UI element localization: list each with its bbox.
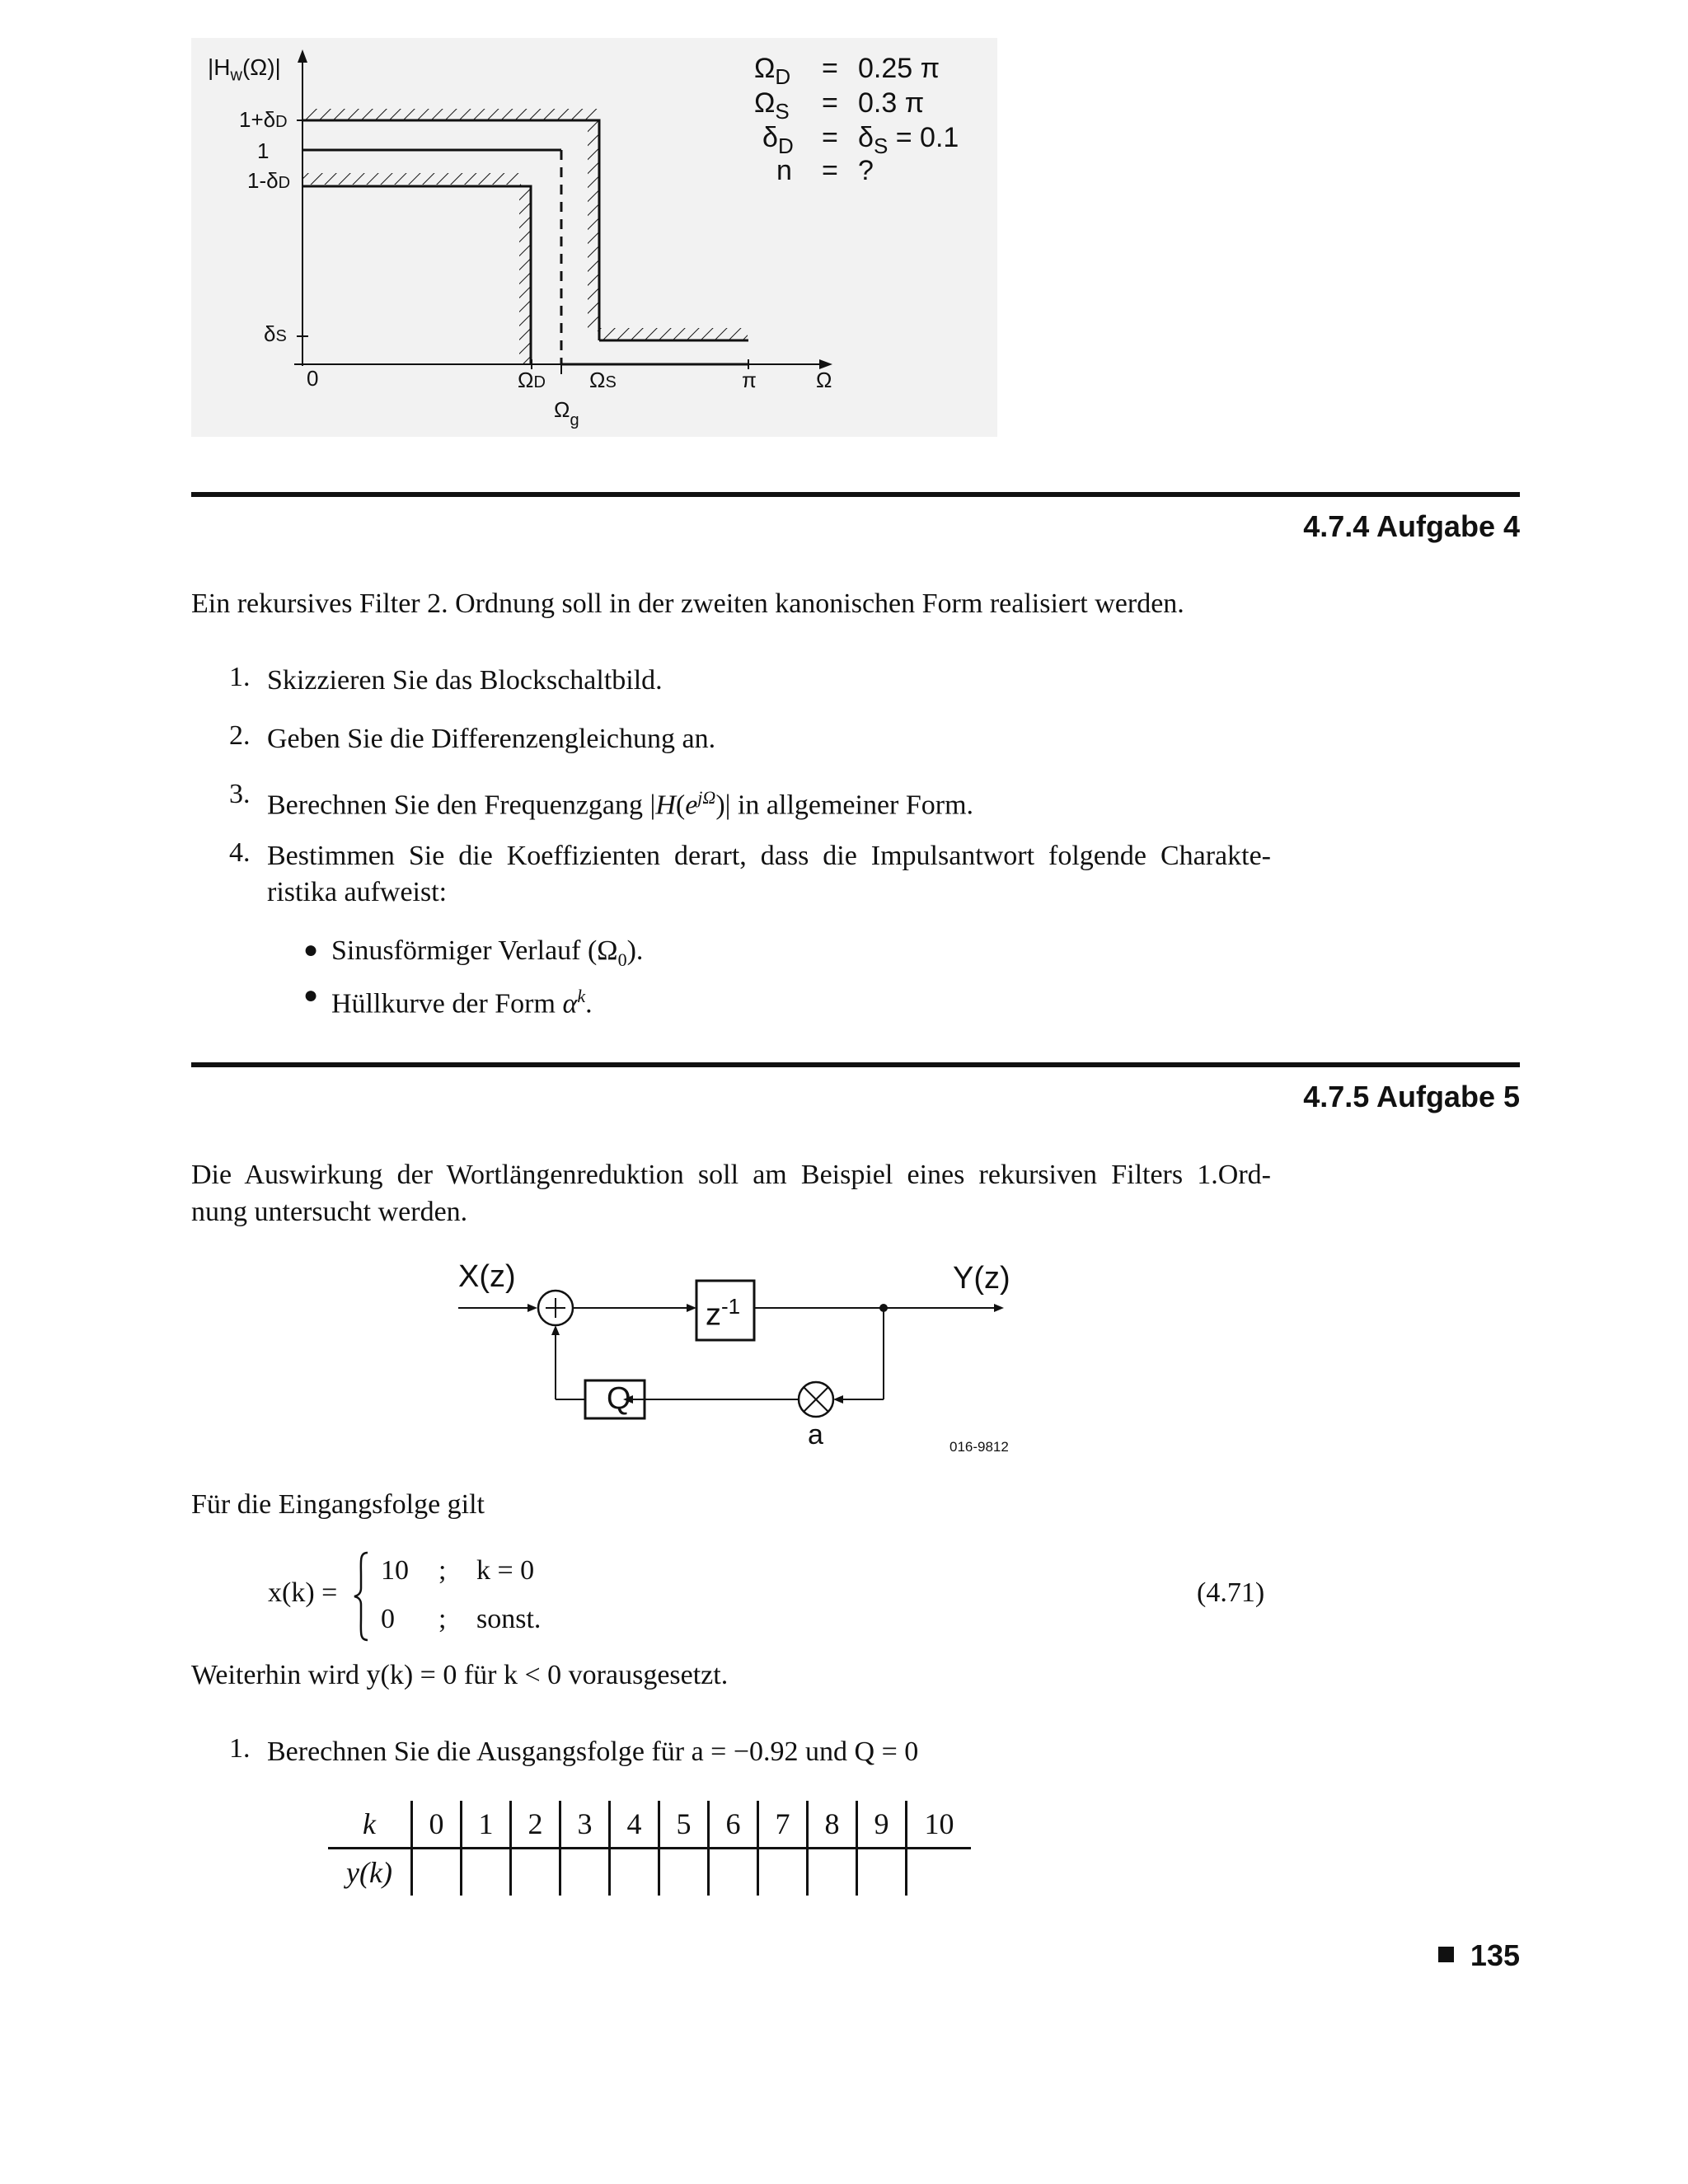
block-diagram bbox=[453, 1251, 1030, 1457]
table-row-k bbox=[328, 1801, 971, 1849]
task-number: 3. bbox=[229, 779, 251, 809]
y-cell bbox=[610, 1849, 659, 1896]
k-cell: 5 bbox=[659, 1801, 709, 1849]
row-label-k: k bbox=[328, 1801, 412, 1849]
y-tick-lower: 1-δD bbox=[247, 168, 291, 193]
y-tick-upper: 1+δD bbox=[239, 107, 288, 132]
y-cell bbox=[412, 1849, 462, 1896]
quantizer-label: Q bbox=[607, 1381, 631, 1416]
y-tick-one: 1 bbox=[257, 138, 270, 163]
param-omega-d: $\Omega_D$ = 0.25 π bbox=[754, 53, 940, 89]
x-tick-pass: ΩD bbox=[518, 368, 546, 392]
row-label-y: y(k) bbox=[346, 1856, 392, 1889]
section-heading-4: 4.7.4 Aufgabe 4 bbox=[1303, 509, 1520, 543]
case2-cond: sonst. bbox=[476, 1604, 542, 1634]
task-number: 1. bbox=[229, 662, 251, 692]
case2-sep: ; bbox=[438, 1604, 447, 1634]
k-cell: 10 bbox=[907, 1801, 972, 1849]
y-axis-label: $|H_w(\Omega)|$ bbox=[208, 54, 281, 85]
section4-intro: Ein rekursives Filter 2. Ordnung soll in der zweiten kanonischen Form realisiert werden. bbox=[191, 588, 1184, 619]
case2-value: 0 bbox=[381, 1604, 395, 1634]
input-seq-label: Für die Eingangsfolge gilt bbox=[191, 1489, 485, 1520]
page-marker-square bbox=[1438, 1947, 1454, 1962]
section-rule-4 bbox=[191, 492, 1520, 497]
diagram-output-label: Y(z) bbox=[953, 1261, 1010, 1296]
bullet-marker: ● bbox=[303, 982, 319, 1009]
diagram-input-label: X(z) bbox=[458, 1259, 516, 1294]
section5-intro-line2: nung untersucht werden. bbox=[191, 1197, 468, 1227]
bullet-item: Sinusförmiger Verlauf $(\Omega_0)$. bbox=[331, 935, 644, 970]
y-cell bbox=[857, 1849, 907, 1896]
k-cell: 7 bbox=[758, 1801, 808, 1849]
k-cell: 6 bbox=[709, 1801, 758, 1849]
task-text: Berechnen Sie die Ausgangsfolge für a = −0.92 und Q = 0 bbox=[267, 1736, 919, 1767]
y-cell bbox=[709, 1849, 758, 1896]
task-text: Skizzieren Sie das Blockschaltbild. bbox=[267, 665, 663, 696]
table-row-y bbox=[328, 1849, 971, 1896]
task-number: 4. bbox=[229, 837, 251, 868]
k-cell: 8 bbox=[808, 1801, 857, 1849]
equation-brace bbox=[353, 1551, 371, 1642]
section-heading-5: 4.7.5 Aufgabe 5 bbox=[1303, 1080, 1520, 1113]
section5-intro-line1: Die Auswirkung der Wortlängenreduktion soll am Beispiel eines rekursiven Filters 1.Ord- bbox=[191, 1160, 1271, 1190]
y-cell bbox=[907, 1849, 972, 1896]
x-tick-stop: ΩS bbox=[589, 368, 617, 392]
delay-label: $z^{-1}$ bbox=[706, 1294, 741, 1333]
y-cell bbox=[511, 1849, 560, 1896]
page-number: 135 bbox=[1438, 1938, 1520, 1973]
assumption-text: Weiterhin wird y(k) = 0 für k < 0 vorausgesetzt. bbox=[191, 1660, 729, 1690]
y-cell bbox=[758, 1849, 808, 1896]
block-diagram-graphic bbox=[453, 1251, 1030, 1457]
section-rule-5 bbox=[191, 1062, 1520, 1067]
x-axis-label: Ω bbox=[816, 368, 832, 392]
k-cell: 0 bbox=[412, 1801, 462, 1849]
y-cell bbox=[462, 1849, 511, 1896]
figure-id: 016-9812 bbox=[950, 1439, 1009, 1455]
coefficient-label: a bbox=[808, 1419, 823, 1451]
k-cell: 1 bbox=[462, 1801, 511, 1849]
y-cell bbox=[808, 1849, 857, 1896]
param-n: n = ? bbox=[776, 155, 874, 186]
x-tick-g: $\Omega_g$ bbox=[554, 397, 579, 429]
x-tick-pi: π bbox=[742, 368, 757, 392]
x-tick-zero: 0 bbox=[307, 366, 319, 391]
task-text: Geben Sie die Differenzengleichung an. bbox=[267, 724, 716, 754]
task-number: 1. bbox=[229, 1733, 251, 1764]
task-text-cont: ristika aufweist: bbox=[267, 877, 448, 907]
bullet-item: Hüllkurve der Form $\alpha^k$. bbox=[331, 986, 593, 1019]
equation-number: (4.71) bbox=[1197, 1577, 1265, 1608]
k-cell: 2 bbox=[511, 1801, 560, 1849]
k-cell: 4 bbox=[610, 1801, 659, 1849]
task-number: 2. bbox=[229, 720, 251, 751]
case1-value: 10 bbox=[381, 1555, 409, 1586]
case1-cond: k = 0 bbox=[476, 1555, 535, 1586]
k-cell: 9 bbox=[857, 1801, 907, 1849]
task-text: Bestimmen Sie die Koeffizienten derart, dass die Impulsantwort folgende Charakte- bbox=[267, 841, 1271, 871]
task-text: Berechnen Sie den Frequenzgang $|H(e^{j\Omega})|$ in allgemeiner Form. bbox=[267, 787, 974, 821]
y-cell bbox=[560, 1849, 610, 1896]
bullet-marker: ● bbox=[303, 936, 319, 963]
k-cell: 3 bbox=[560, 1801, 610, 1849]
case1-sep: ; bbox=[438, 1555, 447, 1586]
y-cell bbox=[659, 1849, 709, 1896]
param-delta: $\delta_D$ = $\delta_S = 0.1$ bbox=[762, 122, 959, 158]
y-tick-stop: δS bbox=[264, 321, 287, 346]
equation-lhs: x(k) = bbox=[268, 1577, 338, 1608]
tolerance-scheme-figure bbox=[191, 38, 997, 437]
param-omega-s: $\Omega_S$ = 0.3 π bbox=[754, 87, 925, 124]
output-sequence-table bbox=[328, 1801, 971, 1896]
